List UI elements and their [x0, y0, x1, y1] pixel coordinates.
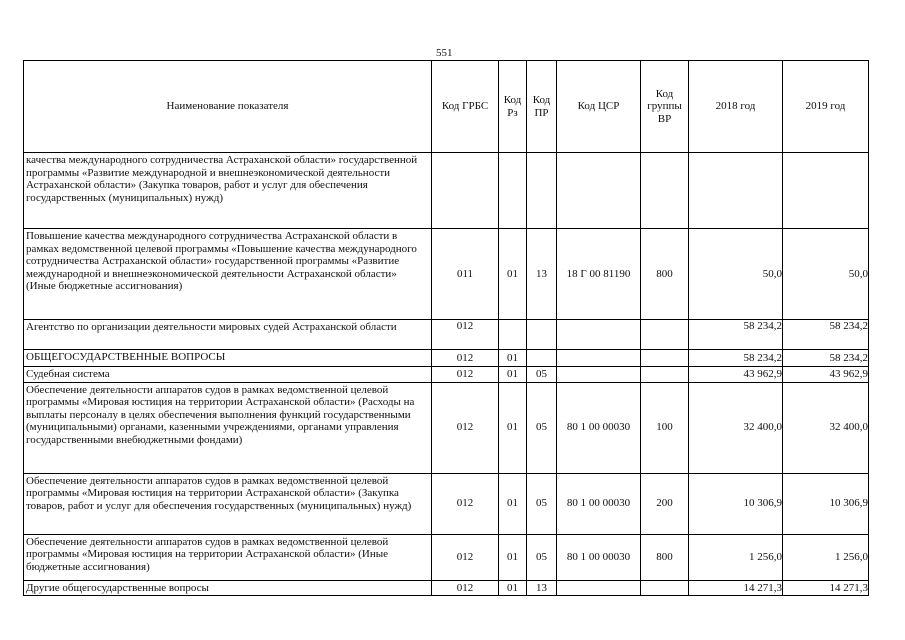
row-vr: [641, 153, 689, 229]
row-grbs: 012: [432, 382, 499, 473]
row-grbs: 012: [432, 534, 499, 580]
row-grbs: 011: [432, 229, 499, 320]
row-rz: [499, 320, 527, 350]
row-grbs: 012: [432, 320, 499, 350]
table-row: [24, 229, 869, 320]
row-csr: [557, 350, 641, 367]
row-2019: 58 234,2: [783, 320, 869, 350]
row-grbs: [432, 153, 499, 229]
row-2019: 32 400,0: [783, 382, 869, 473]
table-row: [24, 320, 869, 350]
row-rz: [499, 153, 527, 229]
row-rz: 01: [499, 350, 527, 367]
table-row: [24, 153, 869, 229]
row-pr: [527, 350, 557, 367]
row-pr: 13: [527, 580, 557, 596]
row-2018: 10 306,9: [689, 473, 783, 534]
table-row: [24, 367, 869, 383]
row-csr: [557, 580, 641, 596]
row-vr: 100: [641, 382, 689, 473]
row-csr: 18 Г 00 81190: [557, 229, 641, 320]
header-rz: Код Рз: [499, 61, 527, 153]
row-vr: [641, 367, 689, 383]
header-csr: Код ЦСР: [557, 61, 641, 153]
table-row: [24, 350, 869, 367]
header-vr: Код группы ВР: [641, 61, 689, 153]
header-row: [24, 61, 869, 153]
row-name: Другие общегосударственные вопросы: [24, 580, 432, 596]
row-vr: 200: [641, 473, 689, 534]
row-2019: 10 306,9: [783, 473, 869, 534]
row-vr: [641, 580, 689, 596]
row-vr: [641, 350, 689, 367]
row-name: Судебная система: [24, 367, 432, 383]
row-csr: [557, 367, 641, 383]
row-2018: 50,0: [689, 229, 783, 320]
header-grbs: Код ГРБС: [432, 61, 499, 153]
row-grbs: 012: [432, 580, 499, 596]
row-csr: 80 1 00 00030: [557, 382, 641, 473]
row-csr: 80 1 00 00030: [557, 473, 641, 534]
table-row: [24, 473, 869, 534]
row-2019: 14 271,3: [783, 580, 869, 596]
row-name: Обеспечение деятельности аппаратов судов в рамках ведомственной целевой программы «Мировая юстиция на территории Астраханской области» (Закупка товаров, работ и услуг для обеспечения государственных (муниципальных) нужд): [24, 473, 432, 534]
row-rz: 01: [499, 534, 527, 580]
row-2019: 1 256,0: [783, 534, 869, 580]
row-2019: 58 234,2: [783, 350, 869, 367]
row-vr: 800: [641, 229, 689, 320]
row-2019: 43 962,9: [783, 367, 869, 383]
row-2018: 58 234,2: [689, 320, 783, 350]
row-pr: [527, 153, 557, 229]
row-2019: 50,0: [783, 229, 869, 320]
row-name: Обеспечение деятельности аппаратов судов в рамках ведомственной целевой программы «Мировая юстиция на территории Астраханской области» (Иные бюджетные ассигнования): [24, 534, 432, 580]
row-grbs: 012: [432, 367, 499, 383]
row-name: ОБЩЕГОСУДАРСТВЕННЫЕ ВОПРОСЫ: [24, 350, 432, 367]
table-row: [24, 382, 869, 473]
row-2018: 58 234,2: [689, 350, 783, 367]
row-2018: 43 962,9: [689, 367, 783, 383]
row-grbs: 012: [432, 350, 499, 367]
table-row: [24, 580, 869, 596]
header-pr: Код ПР: [527, 61, 557, 153]
row-grbs: 012: [432, 473, 499, 534]
budget-table: [23, 60, 869, 596]
row-rz: 01: [499, 367, 527, 383]
row-2018: [689, 153, 783, 229]
row-name: Агентство по организации деятельности мировых судей Астраханской области: [24, 320, 432, 350]
row-name: качества международного сотрудничества Астраханской области» государственной программы «Развитие международной и внешнеэкономической деятельности Астраханской области» (Закупка товаров, работ и услуг для обеспечения государственных (муниципальных) нужд): [24, 153, 432, 229]
row-pr: 05: [527, 534, 557, 580]
row-rz: 01: [499, 229, 527, 320]
row-name: Обеспечение деятельности аппаратов судов в рамках ведомственной целевой программы «Мировая юстиция на территории Астраханской области» (Расходы на выплаты персоналу в целях обеспечения выполнения функций государственными (муниципальными) органами, казенными учреждениями, органами управления государственными внебюджетными фондами): [24, 382, 432, 473]
header-2018: 2018 год: [689, 61, 783, 153]
row-pr: 05: [527, 473, 557, 534]
row-rz: 01: [499, 382, 527, 473]
row-pr: [527, 320, 557, 350]
table-row: [24, 534, 869, 580]
row-csr: [557, 153, 641, 229]
header-2019: 2019 год: [783, 61, 869, 153]
row-pr: 05: [527, 367, 557, 383]
row-2019: [783, 153, 869, 229]
row-pr: 05: [527, 382, 557, 473]
page-number: 551: [436, 47, 453, 59]
header-name: Наименование показателя: [24, 61, 432, 153]
row-vr: 800: [641, 534, 689, 580]
row-csr: 80 1 00 00030: [557, 534, 641, 580]
row-pr: 13: [527, 229, 557, 320]
row-2018: 14 271,3: [689, 580, 783, 596]
row-rz: 01: [499, 473, 527, 534]
row-csr: [557, 320, 641, 350]
row-rz: 01: [499, 580, 527, 596]
row-vr: [641, 320, 689, 350]
row-2018: 1 256,0: [689, 534, 783, 580]
row-name: Повышение качества международного сотрудничества Астраханской области в рамках ведомственной целевой программы «Повышение качества международного сотрудничества Астраханской области» государственной программы «Развитие международной и внешнеэкономической деятельности Астраханской области» (Иные бюджетные ассигнования): [24, 229, 432, 320]
row-2018: 32 400,0: [689, 382, 783, 473]
